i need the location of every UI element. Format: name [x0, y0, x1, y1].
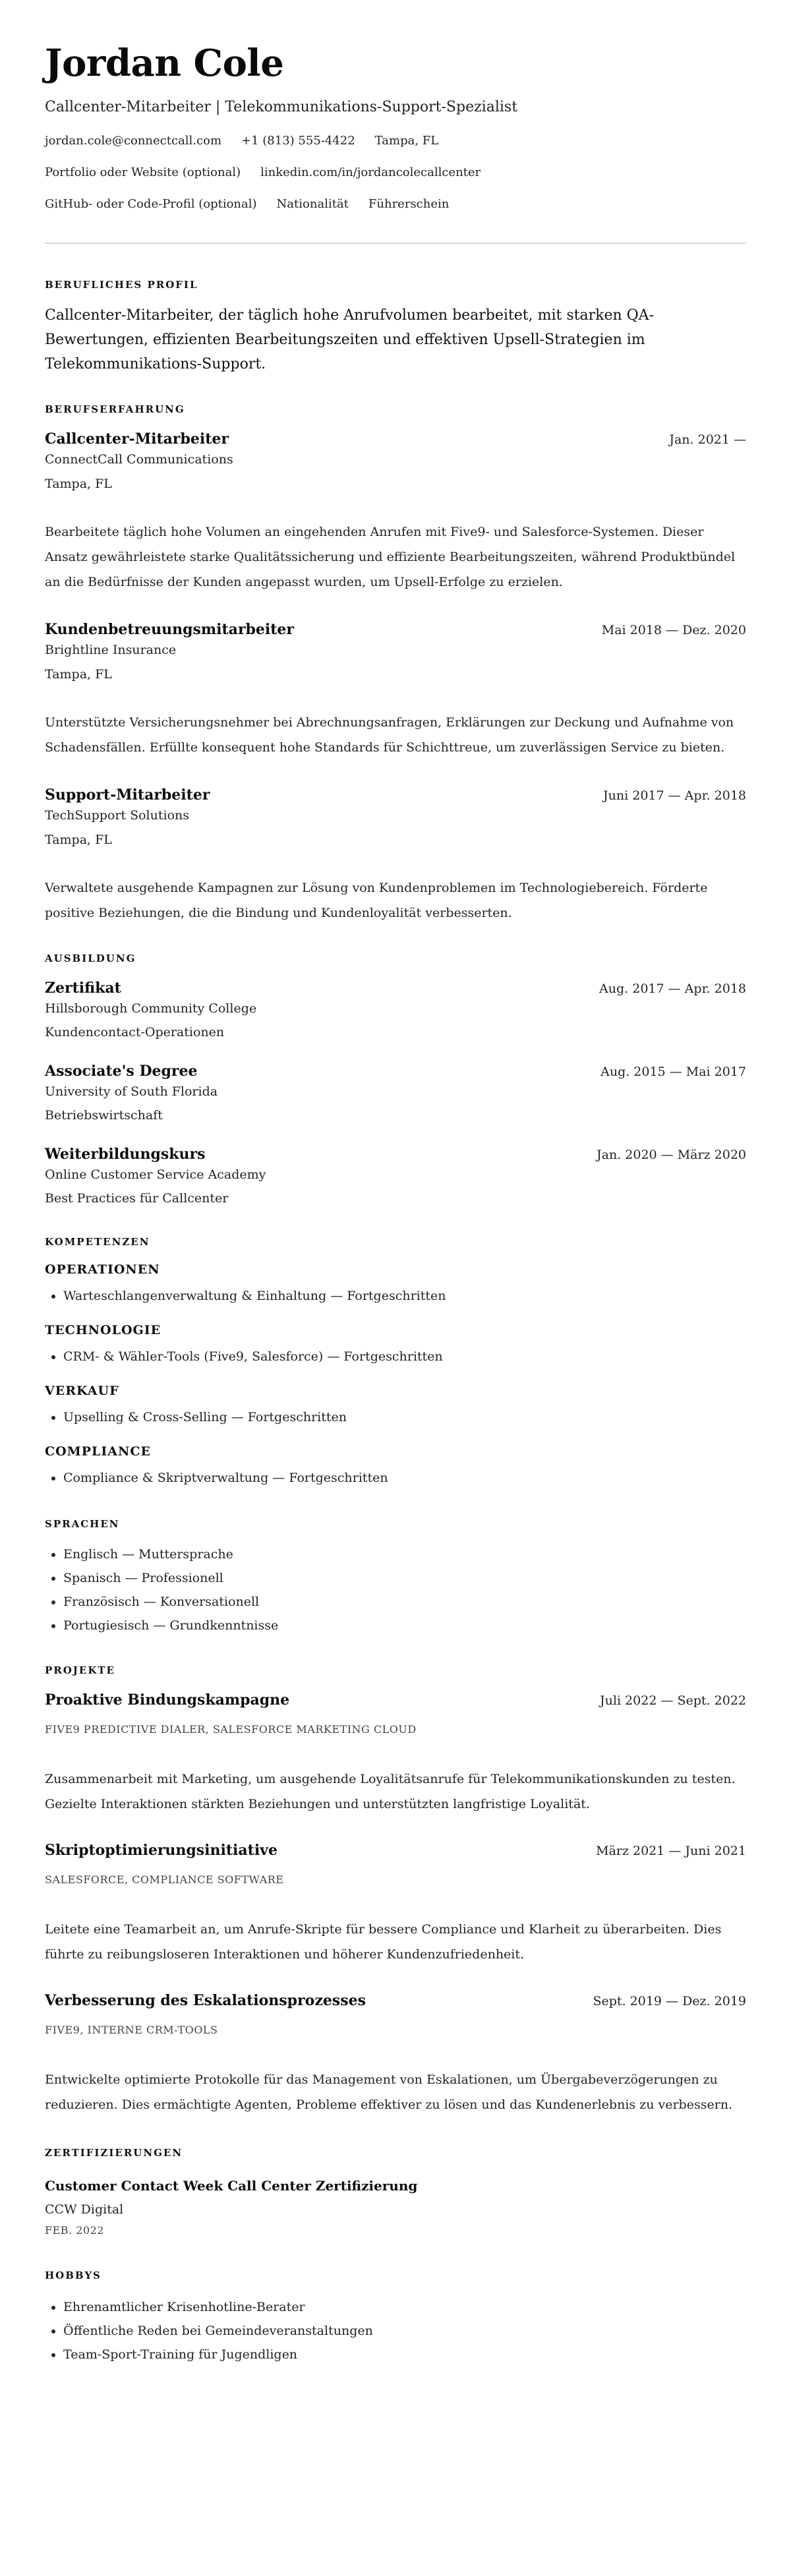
skill-item: • Warteschlangenverwaltung & Einhaltung — Fortgeschritten — [63, 1284, 746, 1308]
project-entry — [45, 1840, 746, 1967]
experience-entry — [45, 785, 746, 925]
contact-line — [45, 165, 746, 181]
skill-item: • Compliance & Skriptverwaltung — Fortgeschritten — [63, 1466, 746, 1490]
profile-section — [45, 278, 746, 376]
degree-title: Weiterbildungskurs — [45, 1146, 206, 1163]
job-location: Tampa, FL — [45, 477, 112, 491]
job-location: Tampa, FL — [45, 667, 112, 682]
language-item: • Französisch — Konversationell — [63, 1590, 746, 1614]
cert-date: FEB. 2022 — [45, 2224, 104, 2237]
candidate-name: Jordan Cole — [45, 42, 284, 85]
project-entry — [45, 1690, 746, 1817]
company-name: TechSupport Solutions — [45, 808, 190, 823]
company-name: ConnectCall Communications — [45, 452, 233, 467]
skill-category-title: COMPLIANCE — [45, 1444, 151, 1459]
degree-header — [45, 1144, 746, 1164]
school-name: University of South Florida — [45, 1084, 218, 1099]
degree-date: Aug. 2017 — Apr. 2018 — [599, 981, 746, 996]
languages-section — [45, 1517, 746, 1637]
job-header — [45, 429, 746, 449]
hobby-item: • Team-Sport-Training für Jugendligen — [63, 2343, 746, 2366]
company-name: Brightline Insurance — [45, 643, 177, 657]
degree-date: Aug. 2015 — Mai 2017 — [601, 1065, 746, 1079]
job-title: Callcenter-Mitarbeiter — [45, 430, 229, 448]
job-description: Verwaltete ausgehende Kampagnen zur Lösung von Kundenproblemen im Technologiebereich. Förderte positive Beziehungen, die die Bindung und Kundenloyalität verbesserten. — [45, 881, 708, 920]
language-item: • Portugiesisch — Grundkenntnisse — [63, 1614, 746, 1637]
degree-header — [45, 978, 746, 998]
project-tech-tags: SALESFORCE, COMPLIANCE SOFTWARE — [45, 1873, 284, 1886]
job-date: Mai 2018 — Dez. 2020 — [601, 623, 746, 637]
project-tech-tags: FIVE9 PREDICTIVE DIALER, SALESFORCE MARKETING CLOUD — [45, 1723, 417, 1736]
section-title: BERUFLICHES PROFIL — [45, 279, 198, 291]
skill-item: • CRM- & Wähler-Tools (Five9, Salesforce) — Fortgeschritten — [63, 1345, 746, 1368]
certifications-section — [45, 2146, 746, 2239]
github-link[interactable]: GitHub- oder Code-Profil (optional) — [45, 197, 257, 211]
education-section — [45, 952, 746, 1208]
project-date: Juli 2022 — Sept. 2022 — [600, 1693, 746, 1708]
cert-title: Customer Contact Week Call Center Zertifizierung — [45, 2178, 418, 2194]
location: Tampa, FL — [374, 134, 439, 148]
section-title: ZERTIFIZIERUNGEN — [45, 2147, 183, 2159]
project-entry — [45, 1991, 746, 2117]
project-header — [45, 1840, 746, 1860]
skill-category-title: VERKAUF — [45, 1384, 119, 1398]
language-item: • Spanisch — Professionell — [63, 1566, 746, 1590]
degree-title: Zertifikat — [45, 980, 121, 997]
linkedin-link[interactable]: linkedin.com/in/jordancolecallcenter — [260, 165, 481, 179]
section-title: BERUFSERFAHRUNG — [45, 403, 185, 415]
project-description: Leitete eine Teamarbeit an, um Anrufe-Skripte für bessere Compliance und Klarheit zu überarbeiten. Dies führte zu reibungsloseren Interaktionen und höherer Kundenzufriedenheit. — [45, 1922, 722, 1962]
project-description: Zusammenarbeit mit Marketing, um ausgehende Loyalitätsanrufe für Telekommunikationskunden zu testen. Gezielte Interaktionen stärkten Beziehungen und unterstützten langfristige Loyalität. — [45, 1772, 736, 1811]
language-item: • Englisch — Muttersprache — [63, 1542, 746, 1566]
skills-section — [45, 1235, 746, 1490]
profile-summary: Callcenter-Mitarbeiter, der täglich hohe Anrufvolumen bearbeitet, mit starken QA-Bewertungen, effizienten Bearbeitungszeiten und effektiven Upsell-Strategien im Telekommunikations-Support. — [45, 307, 654, 372]
email-link[interactable]: jordan.cole@connectcall.com — [45, 134, 222, 148]
experience-entry — [45, 429, 746, 595]
school-name: Hillsborough Community College — [45, 1001, 257, 1016]
education-entry — [45, 978, 746, 1041]
job-title: Support-Mitarbeiter — [45, 786, 210, 804]
section-title: PROJEKTE — [45, 1664, 115, 1676]
job-title: Kundenbetreuungsmitarbeiter — [45, 621, 295, 638]
skill-list — [45, 1405, 746, 1429]
project-title: Skriptoptimierungsinitiative — [45, 1842, 278, 1859]
project-description: Entwickelte optimierte Protokolle für das Management von Eskalationen, um Übergabeverzögerungen zu reduzieren. Dies ermächtigte Agenten, Probleme effektiver zu lösen und das Kundenerlebnis zu verbessern. — [45, 2072, 733, 2112]
project-tech-tags: FIVE9, INTERNE CRM-TOOLS — [45, 2024, 218, 2036]
field-of-study: Best Practices für Callcenter — [45, 1191, 229, 1206]
skill-list — [45, 1466, 746, 1490]
project-title: Proaktive Bindungskampagne — [45, 1691, 290, 1709]
job-header — [45, 620, 746, 639]
education-entry — [45, 1061, 746, 1125]
project-date: März 2021 — Juni 2021 — [596, 1844, 746, 1858]
skill-category-title: TECHNOLOGIE — [45, 1323, 161, 1337]
phone[interactable]: +1 (813) 555-4422 — [241, 134, 355, 148]
projects-section — [45, 1664, 746, 2117]
experience-entry — [45, 620, 746, 760]
project-header — [45, 1991, 746, 2010]
hobbies-section — [45, 2269, 746, 2366]
resume-header — [45, 38, 746, 244]
degree-date: Jan. 2020 — März 2020 — [597, 1148, 746, 1162]
experience-section — [45, 403, 746, 925]
section-title: HOBBYS — [45, 2269, 102, 2281]
job-description: Unterstützte Versicherungsnehmer bei Abrechnungsanfragen, Erklärungen zur Deckung und Aufnahme von Schadensfällen. Erfüllte konsequent hohe Standards für Schichttreue, um zuverlässigen Service zu bieten. — [45, 715, 734, 755]
nationality: Nationalität — [276, 197, 349, 211]
portfolio-link[interactable]: Portfolio oder Website (optional) — [45, 165, 241, 179]
project-header — [45, 1690, 746, 1710]
drivers-license: Führerschein — [368, 197, 450, 211]
project-date: Sept. 2019 — Dez. 2019 — [593, 1994, 746, 2008]
skill-list — [45, 1345, 746, 1368]
cert-issuer: CCW Digital — [45, 2202, 124, 2217]
degree-title: Associate's Degree — [45, 1063, 198, 1080]
hobby-item: • Öffentliche Reden bei Gemeindeveranstaltungen — [63, 2319, 746, 2343]
field-of-study: Betriebswirtschaft — [45, 1108, 163, 1123]
skill-list — [45, 1284, 746, 1308]
job-date: Jan. 2021 — — [669, 432, 746, 447]
project-title: Verbesserung des Eskalationsprozesses — [45, 1992, 366, 2009]
contact-line — [45, 133, 746, 149]
section-title: SPRACHEN — [45, 1518, 120, 1530]
field-of-study: Kundencontact-Operationen — [45, 1025, 225, 1039]
hobby-item: • Ehrenamtlicher Krisenhotline-Berater — [63, 2295, 746, 2319]
degree-header — [45, 1061, 746, 1081]
contact-line — [45, 196, 746, 212]
headline: Callcenter-Mitarbeiter | Telekommunikations-Support-Spezialist — [45, 99, 518, 115]
school-name: Online Customer Service Academy — [45, 1167, 266, 1182]
job-date: Juni 2017 — Apr. 2018 — [603, 788, 746, 803]
skill-item: • Upselling & Cross-Selling — Fortgeschritten — [63, 1405, 746, 1429]
education-entry — [45, 1144, 746, 1208]
skill-category-title: OPERATIONEN — [45, 1262, 160, 1277]
header-divider — [45, 243, 746, 244]
section-title: AUSBILDUNG — [45, 952, 136, 964]
job-header — [45, 785, 746, 805]
section-title: KOMPETENZEN — [45, 1236, 150, 1248]
job-location: Tampa, FL — [45, 833, 112, 847]
job-description: Bearbeitete täglich hohe Volumen an eingehenden Anrufen mit Five9- und Salesforce-Systemen. Dieser Ansatz gewährleistete starke Qualitätssicherung und effiziente Bearbeitungszeiten, während Produktbündel an die Bedürfnisse der Kunden angepasst wurden, um Upsell-Erfolge zu erzielen. — [45, 525, 736, 589]
